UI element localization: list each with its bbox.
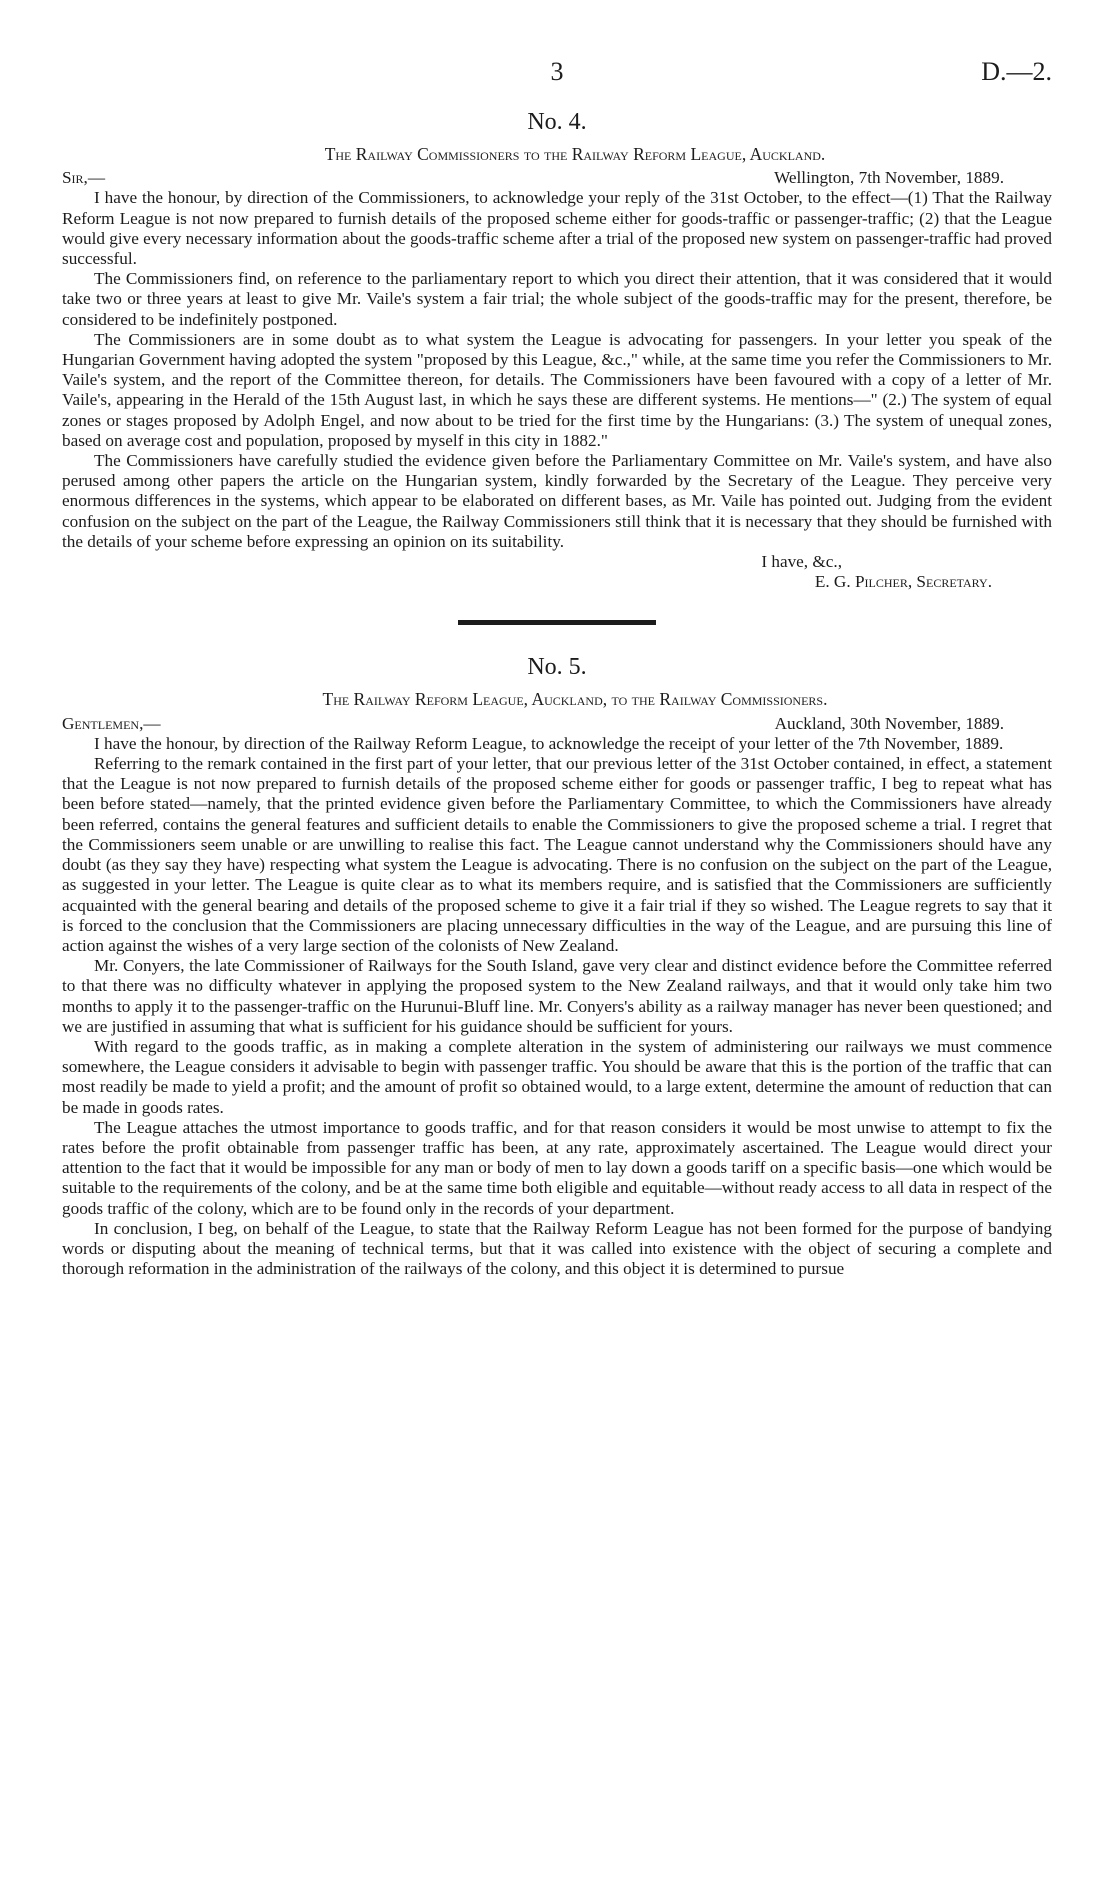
running-head (62, 57, 1052, 96)
section-divider (458, 620, 656, 625)
salutation: Gentlemen,— (62, 713, 161, 733)
page-number: 3 (550, 57, 564, 86)
paragraph: The Commissioners have carefully studied the evidence given before the Parliamentary Committee on Mr. Vaile's system, and have also perused among other papers the article on the Hungarian system, kindly forwarded by the Secretary of the League. They perceive very enormous differences in the systems, which appear to be elaborated on different bases, as Mr. Vaile has pointed out. Judging from the evident confusion on the subject on the part of the League, the Railway Commissioners still think that it is necessary that they should be furnished with the details of your scheme before expressing an opinion on its suitability. (62, 451, 1052, 551)
dateline: Wellington, 7th November, 1889. (774, 168, 1004, 188)
paragraph: The Commissioners find, on reference to the parliamentary report to which you direct their attention, that it was considered that it would take two or three years at least to give Mr. Vaile's system a fair trial; the whole subject of the goods-traffic may for the present, therefore, be considered to be indefinitely postponed. (62, 269, 1052, 329)
salutation-line (62, 168, 1052, 188)
paragraph: The League attaches the utmost importance to goods traffic, and for that reason considers it would be most unwise to attempt to fix the rates before the profit obtainable from passenger traffic has been, at any rate, approximately ascertained. The League would direct your attention to the fact that it would be impossible for any man or body of men to lay down a goods tariff on a specific basis—one which would be suitable to the requirements of the colony, and be at the same time both eligible and equitable—without ready access to all data in respect of the goods traffic of the colony, which are to be found only in the records of your department. (62, 1117, 1052, 1218)
paragraph: Referring to the remark contained in the first part of your letter, that our previous letter of the 31st October contained, in effect, a statement that the League is not now prepared to furnish details of the proposed scheme either for goods or passenger traffic, I beg to repeat what has been before stated—namely, that the printed evidence given before the Parliamentary Committee, to which the Commissioners have already been referred, contains the general features and sufficient details to enable the Commissioners to give the proposed scheme a trial. I regret that the Commissioners seem unable or are unwilling to realise this fact. The League cannot understand why the Commissioners should have any doubt (as they say they have) respecting what system the League is advocating. There is no confusion on the subject on the part of the League, as suggested in your letter. The League is quite clear as to what its members require, and is satisfied that the Commissioners are sufficiently acquainted with the general bearing and details of the proposed scheme to give it a fair trial if they so wished. The League regrets to say that it is forced to the conclusion that the Commissioners are placing unnecessary difficulties in the way of the League, and are pursuing this line of action against the wishes of a very large section of the colonists of New Zealand. (62, 754, 1052, 955)
paragraph: In conclusion, I beg, on behalf of the League, to state that the Railway Reform League has not been formed for the purpose of bandying words or disputing about the meaning of technical terms, but that it was called into existence with the object of securing a complete and thorough reformation in the administration of the railways of the colony, and this object it is determined to pursue (62, 1218, 1052, 1279)
letter-heading: The Railway Commissioners to the Railway Reform League, Auckland. (324, 144, 826, 164)
paragraph: The Commissioners are in some doubt as to what system the League is advocating for passengers. In your letter you speak of the Hungarian Government having adopted the system "proposed by this League, &c.," while, at the same time you refer the Commissioners to Mr. Vaile's system, and the report of the Committee thereon, for details. The Commissioners have been favoured with a copy of a letter of Mr. Vaile's, appearing in the Herald of the 15th August last, in which he says these are different systems. He mentions—" (2.) The system of equal zones or stages proposed by Adolph Engel, and now about to be tried for the first time by the Hungarians: (3.) The system of unequal zones, based on average cost and population, proposed by myself in this city in 1882." (62, 329, 1052, 450)
closing: I have, &c., (761, 552, 842, 572)
letter-no-4 (62, 108, 1052, 592)
letter-heading: The Railway Reform League, Auckland, to the Railway Commissioners. (322, 689, 828, 710)
paragraph: With regard to the goods traffic, as in making a complete alteration in the system of administering our railways we must commence somewhere, the League considers it advisable to begin with passenger traffic. You should be aware that this is the portion of the traffic that can most readily be made to yield a profit; and the amount of profit so obtained would, to a large extent, determine the amount of reduction that can be made in goods rates. (62, 1036, 1052, 1117)
dateline: Auckland, 30th November, 1889. (774, 713, 1004, 733)
salutation: Sir,— (62, 168, 106, 188)
document-reference: D.—2. (981, 57, 1052, 86)
signature: E. G. Pilcher, Secretary. (814, 572, 992, 592)
salutation-line (62, 714, 1052, 734)
paragraph: I have the honour, by direction of the Commissioners, to acknowledge your reply of the 31st October, to the effect—(1) That the Railway Reform League is not now prepared to furnish details of the proposed scheme either for goods-traffic or passenger-traffic; (2) that the League would give every necessary information about the goods-traffic scheme after a trial of the proposed new system on passenger-traffic had proved successful. (62, 188, 1052, 269)
paragraph: I have the honour, by direction of the Railway Reform League, to acknowledge the receipt of your letter of the 7th November, 1889. (94, 733, 1004, 753)
letter-number: No. 5. (527, 654, 587, 681)
letter-no-5 (62, 653, 1052, 1279)
letter-number: No. 4. (527, 109, 587, 135)
paragraph: Mr. Conyers, the late Commissioner of Railways for the South Island, gave very clear and distinct evidence before the Committee referred to that there was no difficulty whatever in applying the proposed system to the New Zealand railways, and that it would only take him two months to apply it to the passenger-traffic on the Hurunui-Bluff line. Mr. Conyers's ability as a railway manager has never been questioned; and we are justified in assuming that what is sufficient for his guidance should be sufficient for yours. (62, 956, 1052, 1036)
